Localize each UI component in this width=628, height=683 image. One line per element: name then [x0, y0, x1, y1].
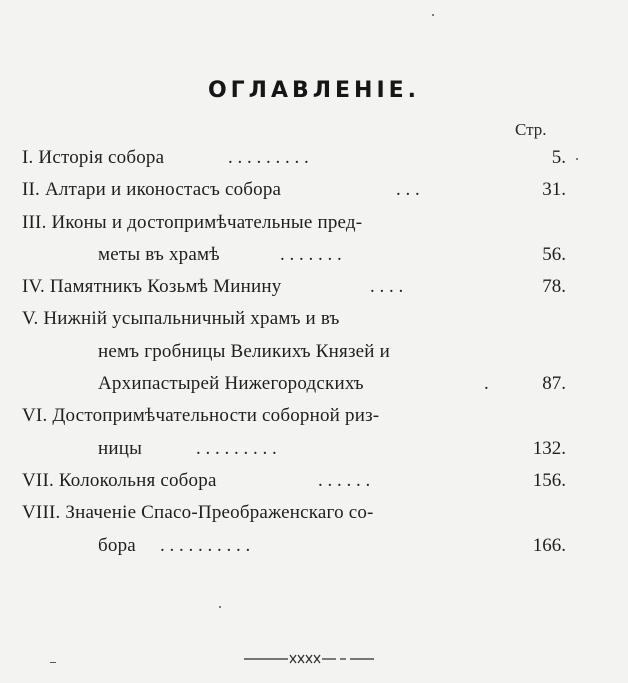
toc-entry-4-line-1: IV. Памятникъ Козьмѣ Минину [22, 276, 282, 297]
toc-entry-6-leader: . . . . . . . . . [196, 438, 277, 459]
toc-entry-1-leader: . . . . . . . . . [228, 147, 309, 168]
toc-entry-2-leader: . . . [396, 179, 420, 200]
toc-entry-5-line-3: Архипастырей Нижегородскихъ [98, 373, 364, 394]
toc-entry-5-line-1: V. Нижнiй усыпальничный храмъ и въ [22, 308, 340, 329]
toc-entry-8-leader: . . . . . . . . . . [160, 535, 251, 556]
toc-entry-5-leader: . [484, 373, 489, 394]
toc-entry-3-line-1: III. Иконы и достопримѣчательные пред- [22, 212, 363, 233]
toc-entry-4-leader: . . . . [370, 276, 404, 297]
toc-entry-8-line-1: VIII. Значенiе Спасо-Преображенскаго со- [22, 502, 374, 523]
page-title: ОГЛАВЛЕНIЕ. [207, 78, 421, 103]
toc-entry-5-page: 87. [542, 373, 566, 394]
toc-entry-5-line-2: немъ гробницы Великихъ Князей и [98, 341, 390, 362]
toc-entry-1-page: 5. [551, 147, 566, 168]
toc-entry-7-page: 156. [532, 470, 566, 491]
toc-entry-3-line-2: меты въ храмѣ [98, 244, 220, 265]
toc-entry-2-line-1: II. Алтари и иконостасъ собора [22, 179, 282, 200]
toc-entry-1-line-1: I. Исторiя собора [22, 147, 165, 168]
toc-entry-6-page: 132. [532, 438, 566, 459]
page-column-label: Стр. [515, 120, 547, 139]
ornament-divider-icon [0, 652, 628, 666]
print-speck [432, 14, 434, 16]
toc-entry-6-line-2: ницы [98, 438, 143, 459]
toc-entry-8-page: 166. [532, 535, 566, 556]
toc-entry-3-page: 56. [542, 244, 566, 265]
toc-entry-2-page: 31. [542, 179, 566, 200]
toc-entry-6-line-1: VI. Достопримѣчательности соборной риз- [22, 405, 380, 426]
toc-entry-8-line-2: бора [98, 535, 136, 556]
toc-entry-7-line-1: VII. Колокольня собора [22, 470, 217, 491]
print-speck [576, 158, 578, 160]
toc-entry-4-page: 78. [542, 276, 566, 297]
toc-entry-7-leader: . . . . . . [318, 470, 371, 491]
print-speck [219, 606, 221, 608]
toc-entry-3-leader: . . . . . . . [280, 244, 342, 265]
